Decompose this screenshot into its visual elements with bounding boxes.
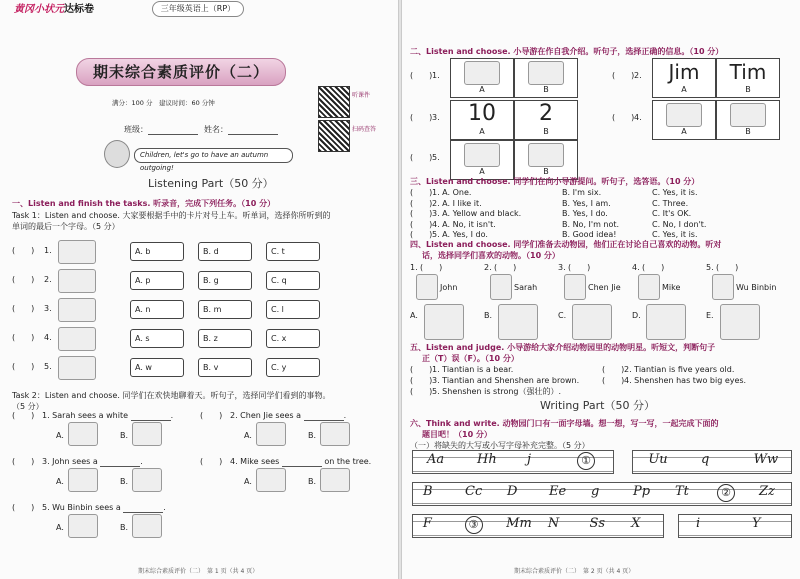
judge-sentence: 4. Shenshen has two big eyes. [624, 376, 747, 385]
option-letter: C. [558, 311, 567, 320]
option-b-label: B [745, 85, 751, 94]
blank-number-circle[interactable]: ① [577, 452, 595, 470]
letter-pair: q [701, 452, 710, 467]
box-picture [58, 327, 96, 351]
listening-part-title: Listening Part（50 分） [148, 177, 274, 190]
option-letter: B. [484, 311, 493, 320]
answer-bracket[interactable]: ( ) [602, 365, 625, 374]
option-b-cell[interactable] [514, 140, 578, 180]
option-a-label[interactable]: A. [56, 431, 64, 440]
section-4-title-2: 话，选择同学们喜欢的动物。（10 分） [422, 251, 560, 260]
person-picture [564, 274, 586, 300]
letter-wall [402, 450, 800, 560]
task1-instruction: Task 1：Listen and choose. 大家要根据手中的卡片对号上车。听单词，选择你所听到的 [12, 211, 331, 220]
fish-picture [132, 514, 162, 538]
option-b-cell[interactable] [514, 58, 578, 98]
option-c[interactable]: C. q [266, 271, 320, 290]
item-number: 2. [484, 263, 492, 272]
cat-picture [320, 422, 350, 446]
option-a-label[interactable]: A. [56, 523, 64, 532]
letter-pair: D [507, 484, 518, 499]
rabbit-picture [68, 422, 98, 446]
answer-bracket[interactable]: ( ) [612, 113, 635, 122]
letter-pair: Mm [506, 516, 532, 531]
blank[interactable] [131, 411, 171, 421]
option-c[interactable]: C. l [266, 300, 320, 319]
item-number: 4. [44, 333, 52, 342]
item-number: 2. [44, 275, 52, 284]
letter-pair: Pp [633, 484, 651, 499]
option-a[interactable]: 5. A. Yes, I do. [432, 230, 488, 239]
speech-bubble: Children, let's go to have an autumn outgoing! [134, 148, 293, 163]
option-b[interactable]: B. m [198, 300, 252, 319]
letter-pair: Ee [549, 484, 567, 499]
option-a-label: A [681, 127, 687, 136]
option-letter: D. [632, 311, 641, 320]
orange-picture [528, 143, 564, 167]
answer-bracket[interactable]: ( ) [602, 376, 625, 385]
letter-pair: Cc [465, 484, 483, 499]
option-b-text: 2 [539, 101, 553, 126]
answer-bracket[interactable]: ( ) [410, 113, 433, 122]
judge-sentence: 3. Tiantian and Shenshen are brown. [432, 376, 580, 385]
panda-picture[interactable] [572, 304, 612, 340]
option-a-text: 10 [468, 101, 496, 126]
option-c[interactable]: C. It's OK. [652, 209, 692, 218]
option-a-label: A [479, 85, 485, 94]
blank-number-circle[interactable]: ② [717, 484, 735, 502]
answer-bracket[interactable]: ( ) [410, 188, 433, 197]
letter-pair: X [631, 516, 641, 531]
left-footer: 期末综合素质评价（二） 第 1 页（共 4 页） [138, 568, 259, 575]
row3-left-writing-line [412, 514, 664, 538]
item-number: 3. [558, 263, 566, 272]
option-c[interactable]: C. t [266, 242, 320, 261]
brand-sub: 达标卷 [64, 4, 94, 15]
grapes-picture [464, 143, 500, 167]
option-b[interactable]: B. z [198, 329, 252, 348]
task2-instruction-2: （5 分） [12, 402, 44, 411]
option-b[interactable]: B. d [198, 242, 252, 261]
option-a-cell[interactable] [450, 58, 514, 98]
option-a-label: A [479, 127, 485, 136]
letter-pair: Zz [759, 484, 775, 499]
answer-bracket[interactable]: ( ) [410, 230, 433, 239]
dog-picture [68, 468, 98, 492]
answer-bracket[interactable]: ( ) [410, 71, 433, 80]
option-a-label[interactable]: A. [244, 477, 252, 486]
answer-bracket[interactable]: ( ) [410, 219, 433, 229]
option-a[interactable]: 2. A. I like it. [432, 198, 482, 208]
tree-picture [320, 468, 350, 492]
option-a-cell[interactable] [450, 140, 514, 180]
qr1-label: 听课件 [352, 92, 371, 99]
answer-bracket[interactable]: ( ) [12, 503, 35, 512]
answer-bracket[interactable]: ( ) [12, 457, 35, 466]
meat-picture [58, 356, 96, 380]
pig-picture [58, 269, 96, 293]
task2-instruction: Task 2：Listen and choose. 同学们在欢快地聊着天。听句子，选择同学们看到的事物。 [12, 391, 331, 400]
option-b[interactable]: B. I'm six. [562, 188, 602, 197]
option-a-label[interactable]: A. [56, 477, 64, 486]
elephant-picture[interactable] [424, 304, 464, 340]
option-b-cell[interactable] [514, 100, 578, 140]
option-a-label: A [479, 167, 485, 176]
item-number: 3. [432, 113, 440, 122]
option-a-cell[interactable] [450, 100, 514, 140]
section-1-title: 一、Listen and finish the tasks. 听录音，完成下列任务。（10 分） [12, 199, 276, 208]
sentence: 4. Mike sees on the tree. [230, 457, 372, 466]
option-b[interactable]: B. g [198, 271, 252, 290]
cat-picture [666, 103, 702, 127]
answer-bracket[interactable]: ( ) [12, 246, 35, 255]
answer-bracket[interactable]: ( ) [642, 263, 665, 272]
answer-bracket[interactable]: ( ) [410, 198, 433, 208]
sentence: 5. Wu Binbin sees a . [42, 503, 166, 512]
person-picture [712, 274, 734, 300]
person-name: Mike [662, 283, 681, 292]
option-a-label: A [681, 85, 687, 94]
ball-picture [58, 298, 96, 322]
person-name: John [440, 283, 458, 292]
item-number: 1. [432, 71, 440, 80]
right-footer: 期末综合素质评价（二） 第 2 页（共 4 页） [514, 568, 635, 575]
option-b[interactable]: B. Good idea! [562, 230, 617, 239]
grade-label: 三年级英语上（RP） [152, 1, 244, 17]
answer-bracket[interactable]: ( ) [410, 209, 433, 218]
duck-picture [730, 103, 766, 127]
answer-bracket[interactable]: ( ) [12, 304, 35, 313]
option-a[interactable]: A. b [130, 242, 184, 261]
letter-pair: N [547, 516, 560, 531]
writing-part-title: Writing Part（50 分） [540, 399, 655, 412]
answer-bracket[interactable]: ( ) [200, 411, 223, 420]
letter-pair: i [696, 516, 701, 531]
answer-bracket[interactable]: ( ) [612, 71, 635, 80]
sentence: 3. John sees a . [42, 457, 143, 466]
option-letter: E. [706, 311, 714, 320]
fish-picture [68, 514, 98, 538]
letter-pair: Hh [477, 452, 497, 467]
qr-code-2[interactable] [318, 120, 350, 152]
answer-bracket[interactable]: ( ) [12, 333, 35, 342]
section-4-area [402, 260, 800, 342]
letter-pair: Ww [753, 452, 779, 467]
section-2-grid [402, 58, 800, 178]
answer-bracket[interactable]: ( ) [200, 457, 223, 466]
option-c[interactable]: C. No, I don't. [652, 219, 707, 229]
name-field[interactable] [228, 125, 278, 135]
section-6-title-2: 题目吧！（10 分） [422, 430, 492, 439]
option-b-label[interactable]: B. [308, 477, 317, 486]
snail-picture[interactable] [498, 304, 538, 340]
class-field[interactable] [148, 125, 198, 135]
answer-bracket[interactable]: ( ) [410, 365, 433, 374]
item-number: 1. [410, 263, 418, 272]
ear-picture [528, 61, 564, 85]
item-number: 4. [632, 263, 640, 272]
option-a-cell[interactable] [652, 58, 716, 98]
person-name: Chen Jie [588, 283, 621, 292]
answer-bracket[interactable]: ( ) [410, 376, 433, 385]
name-label: 姓名： [204, 124, 278, 135]
option-b-label[interactable]: B. [120, 523, 129, 532]
judge-sentence: 2. Tiantian is five years old. [624, 365, 735, 374]
option-b[interactable]: B. Yes, I am. [562, 198, 611, 208]
option-b[interactable]: B. No, I'm not. [562, 219, 620, 229]
option-a[interactable]: 3. A. Yellow and black. [432, 209, 522, 218]
blank[interactable] [282, 457, 322, 467]
page-title: 期末综合素质评价（二） [76, 58, 286, 86]
option-b-label: B [543, 167, 549, 176]
letter-pair: g [591, 484, 600, 499]
answer-bracket[interactable]: ( ) [568, 263, 591, 272]
eye-picture [464, 61, 500, 85]
section-5-title: 五、Listen and judge. 小导游给大家介绍动物园里的动物明星。听短文，判断句子 [410, 343, 716, 352]
option-b[interactable]: B. Yes, I do. [562, 209, 608, 218]
option-b-label[interactable]: B. [120, 477, 129, 486]
letter-pair: B [423, 484, 433, 499]
task1-instruction-2: 单词的最后一个字母。（5 分） [12, 222, 120, 231]
sentence: 2. Chen Jie sees a . [230, 411, 347, 420]
sentence: 1. Sarah sees a white . [42, 411, 174, 420]
option-b-cell[interactable] [716, 100, 780, 140]
section-4-title: 四、Listen and choose. 同学们准备去动物园，他们正在讨论自己喜欢的动物。听对 [410, 240, 722, 249]
bird-picture [256, 468, 286, 492]
item-number: 4. [634, 113, 642, 122]
option-b[interactable]: B. v [198, 358, 252, 377]
option-a[interactable]: 1. A. One. [432, 188, 472, 197]
option-a[interactable]: A. n [130, 300, 184, 319]
blank[interactable] [123, 503, 163, 513]
answer-bracket[interactable]: ( ) [410, 387, 433, 396]
teacher-avatar [104, 140, 130, 168]
item-number: 2. [634, 71, 642, 80]
blank[interactable] [304, 411, 344, 421]
blank-number-circle[interactable]: ③ [465, 516, 483, 534]
giraffe-picture[interactable] [720, 304, 760, 340]
option-b-label[interactable]: B. [120, 431, 129, 440]
qr-code-1[interactable] [318, 86, 350, 118]
brand-logo: 黄冈小状元 [14, 4, 64, 15]
section-3-title: 三、Listen and choose. 同学们在向小导游提问。听句子，选答语。（10 分） [410, 177, 700, 186]
section-5-title-2: 正（T）误（F）。（10 分） [422, 354, 519, 363]
answer-bracket[interactable]: ( ) [494, 263, 517, 272]
option-c[interactable]: C. x [266, 329, 320, 348]
person-name: Sarah [514, 283, 538, 292]
item-number: 5. [706, 263, 714, 272]
option-b-label: B [745, 127, 751, 136]
answer-bracket[interactable]: ( ) [12, 275, 35, 284]
answer-bracket[interactable]: ( ) [12, 411, 35, 420]
class-label: 班级： [124, 124, 198, 135]
option-c[interactable]: C. Yes, it is. [652, 230, 698, 239]
person-picture [416, 274, 438, 300]
option-b-label: B [543, 127, 549, 136]
section-3-list [402, 187, 800, 245]
item-number: 3. [44, 304, 52, 313]
bird-picture [132, 422, 162, 446]
option-a-cell[interactable] [652, 100, 716, 140]
option-a-label[interactable]: A. [244, 431, 252, 440]
person-picture [638, 274, 660, 300]
letter-pair: j [527, 452, 532, 467]
judge-sentence: 5. Shenshen is strong（强壮的）. [432, 387, 562, 396]
letter-pair: Tt [675, 484, 689, 499]
right-page [402, 0, 800, 579]
item-number: 5. [44, 362, 52, 371]
option-a[interactable]: 4. A. No, it isn't. [432, 219, 496, 229]
option-a[interactable]: A. s [130, 329, 184, 348]
answer-bracket[interactable]: ( ) [12, 362, 35, 371]
car-picture [58, 240, 96, 264]
letter-pair: Ss [589, 516, 606, 531]
option-letter: A. [410, 311, 418, 320]
score-line: 满分：100 分 建议时间：60 分钟 [112, 99, 215, 107]
letter-pair: F [422, 516, 432, 531]
task1-list [0, 232, 398, 382]
option-a[interactable]: A. p [130, 271, 184, 290]
person-name: Wu Binbin [736, 283, 777, 292]
judge-sentence: 1. Tiantian is a bear. [432, 365, 514, 374]
duck-picture [132, 468, 162, 492]
answer-bracket[interactable]: ( ) [716, 263, 739, 272]
boy-picture [256, 422, 286, 446]
item-number: 1. [44, 246, 52, 255]
option-b-text: Tim [729, 60, 767, 84]
option-a[interactable]: A. w [130, 358, 184, 377]
option-b-cell[interactable] [716, 58, 780, 98]
option-a-text: Jim [668, 60, 700, 84]
section-6-subtitle: （一）将缺失的大写或小写字母补充完整。（5 分） [410, 441, 590, 450]
section-6-title: 六、Think and write. 动物园门口有一面字母墙。想一想，写一写，一起完成下面的 [410, 419, 719, 428]
letter-pair: Y [752, 516, 761, 531]
left-page [0, 0, 398, 579]
option-c[interactable]: C. Yes, it is. [652, 188, 698, 197]
option-b-label[interactable]: B. [308, 431, 317, 440]
section-5-list [402, 364, 800, 400]
qr2-label: 扫码查答 [352, 126, 377, 133]
task2-list [0, 410, 398, 550]
option-b-label: B [543, 85, 549, 94]
answer-bracket[interactable]: ( ) [420, 263, 443, 272]
letter-pair: Uu [648, 452, 668, 467]
answer-bracket[interactable]: ( ) [410, 153, 433, 162]
person-picture [490, 274, 512, 300]
section-2-title: 二、Listen and choose. 小导游在作自我介绍。听句子，选择正确的信息。（10 分） [410, 47, 724, 56]
option-c[interactable]: C. Three. [652, 198, 689, 208]
letter-pair: Aa [427, 452, 445, 467]
option-c[interactable]: C. y [266, 358, 320, 377]
blank[interactable] [100, 457, 140, 467]
item-number: 5. [432, 153, 440, 162]
fox-picture[interactable] [646, 304, 686, 340]
